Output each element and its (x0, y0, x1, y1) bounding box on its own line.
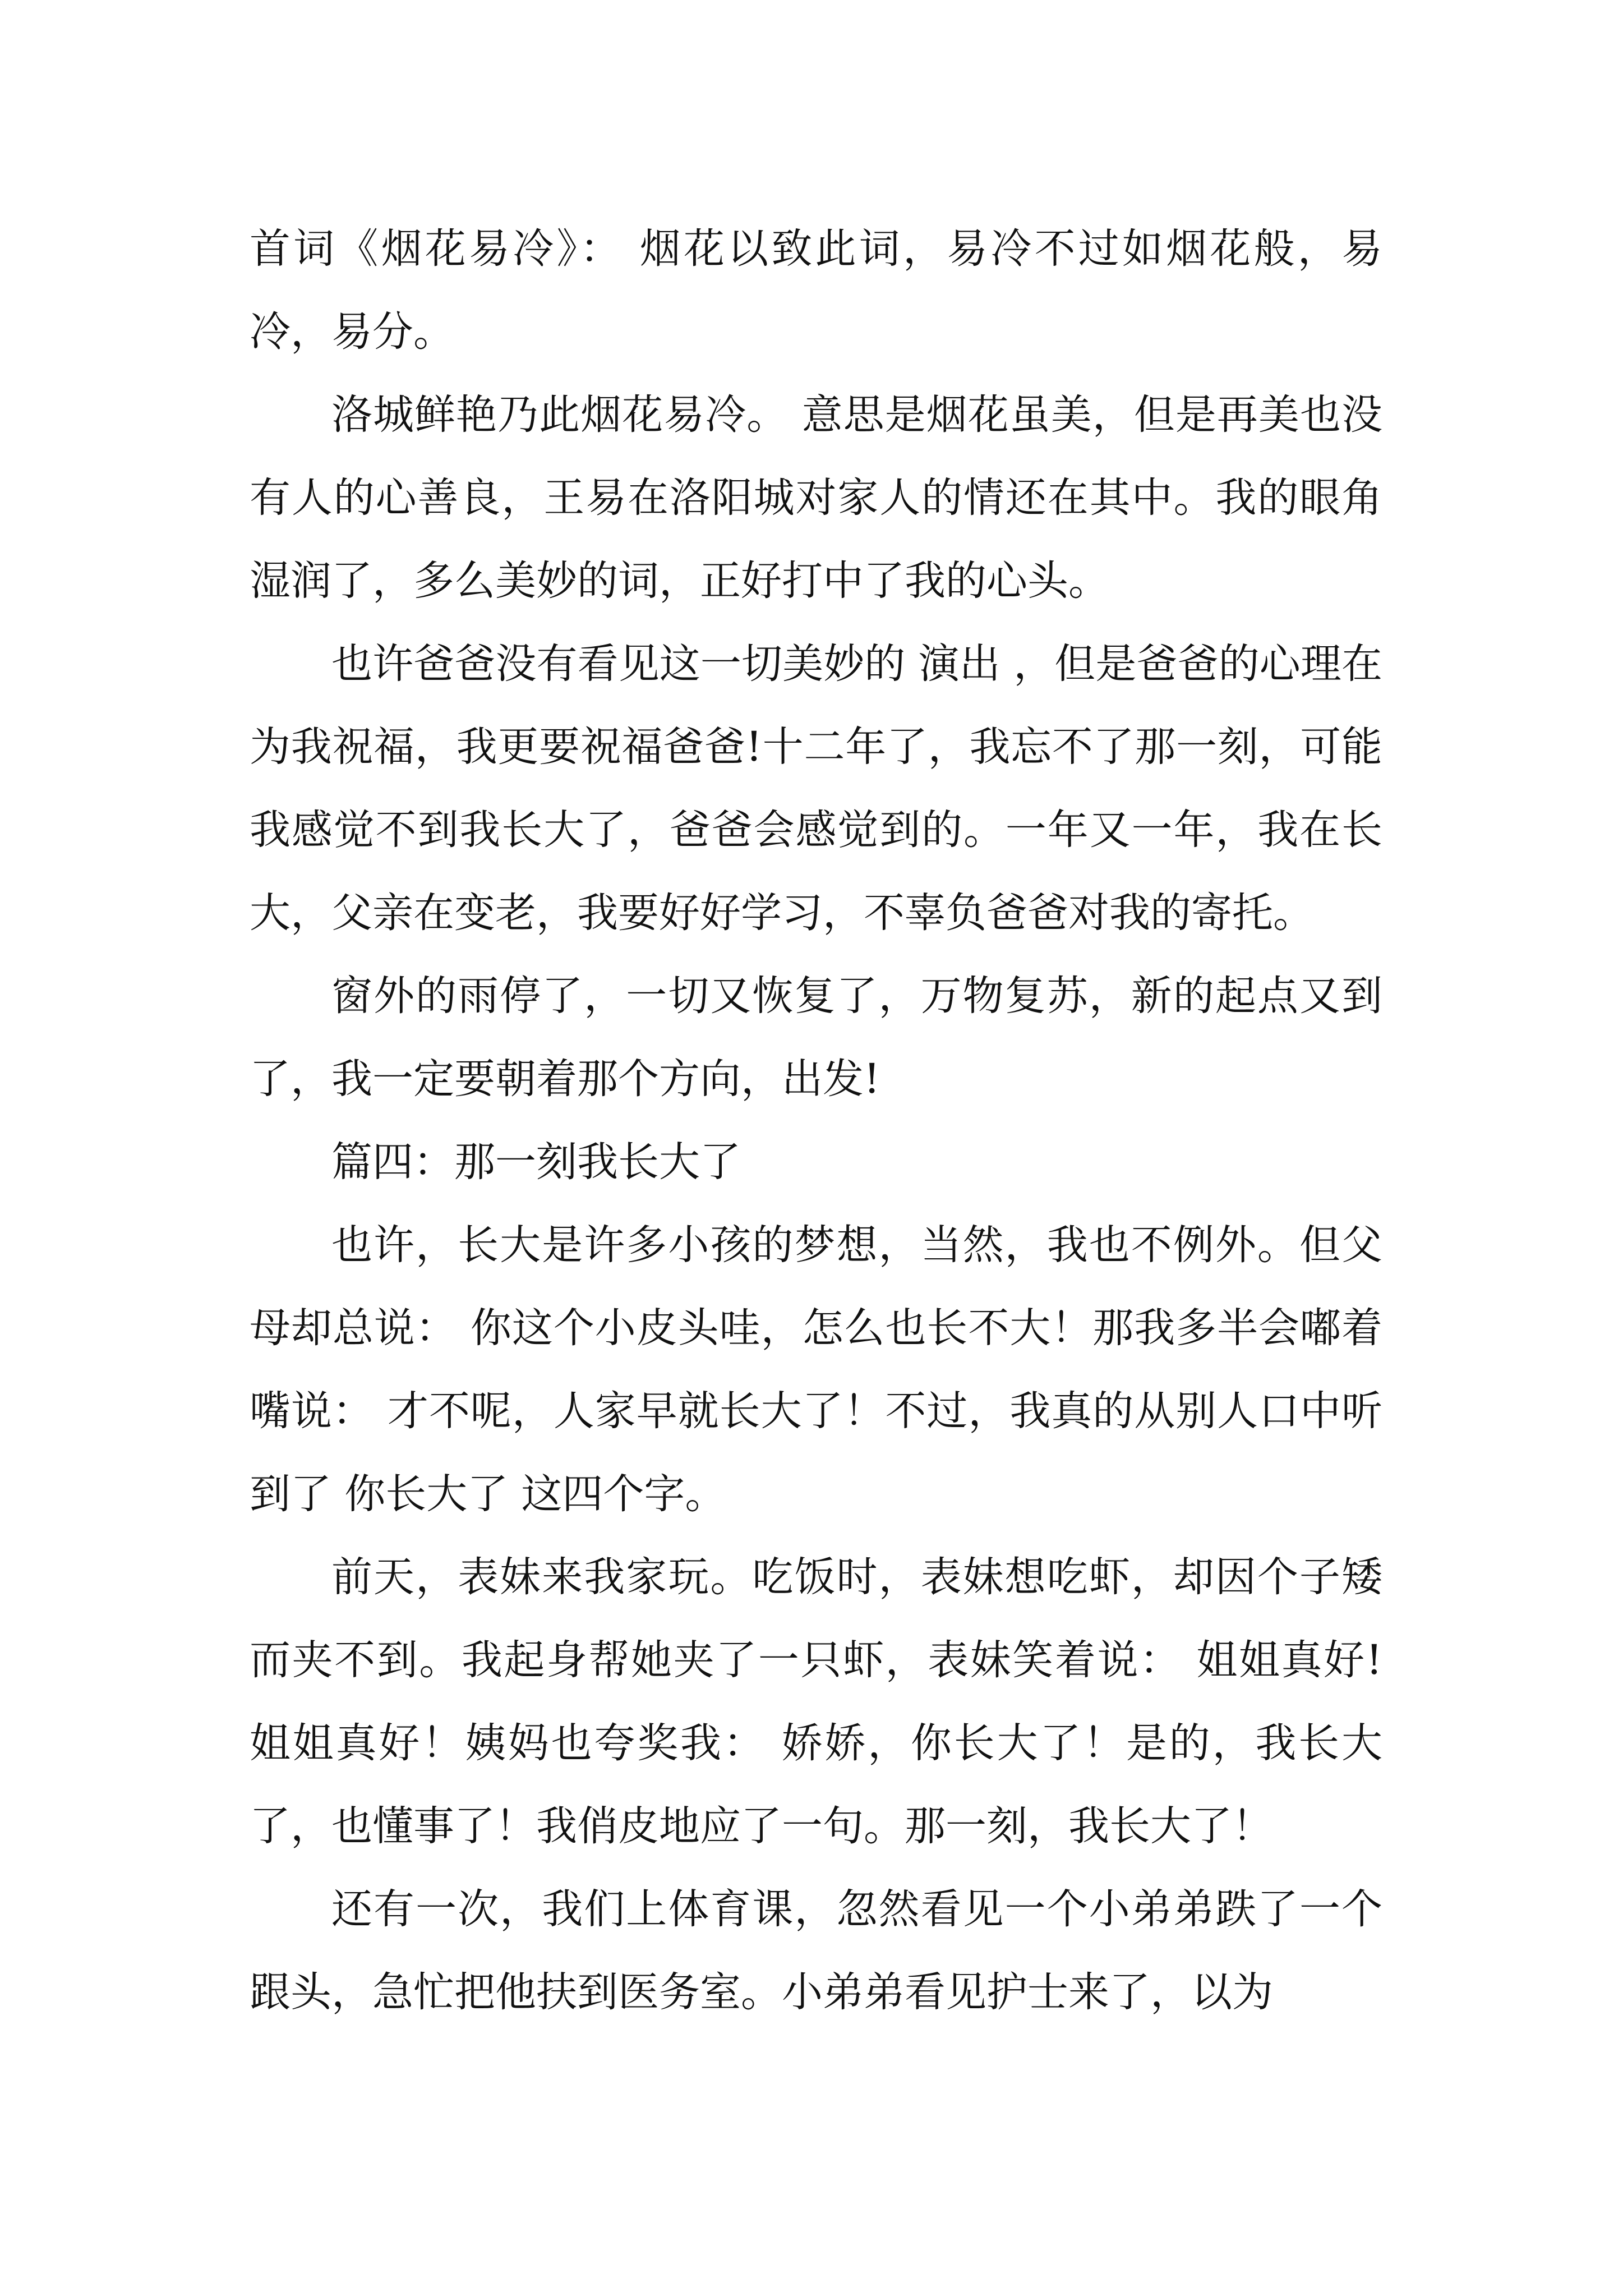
paragraph-7: 还有一次，我们上体育课，忽然看见一个小弟弟跌了一个跟头，急忙把他扶到医务室。小弟弟看见护士来了，以为 (250, 1885, 1382, 2016)
paragraph-4: 窗外的雨停了，一切又恢复了，万物复苏，新的起点又到了，我一定要朝着那个方向，出发! (250, 972, 1382, 1103)
paragraph-6: 前天，表妹来我家玩。吃饭时，表妹想吃虾，却因个子矮而夹不到。我起身帮她夹了一只虾，表妹笑着说： 姐姐真好!姐姐真好！姨妈也夸奖我： 娇娇，你长大了！是的，我长大了，也懂事了！我俏皮地应了一句。那一刻，我长大了！ (250, 1553, 1382, 1850)
paragraph-5: 也许，长大是许多小孩的梦想，当然，我也不例外。但父母却总说： 你这个小皮头哇，怎么也长不大！那我多半会嘟着嘴说： 才不呢，人家早就长大了！不过，我真的从别人口中听到了 你长大了 这四个字。 (250, 1221, 1382, 1518)
section-heading: 篇四：那一刻我长大了 (331, 1138, 741, 1186)
document-page (250, 208, 1382, 2034)
paragraph-1: 首词《烟花易冷》： 烟花以致此词，易冷不过如烟花般，易冷，易分。 (250, 225, 1382, 356)
paragraph-2: 洛城鲜艳乃此烟花易冷。 意思是烟花虽美，但是再美也没有人的心善良，王易在洛阳城对家人的情还在其中。我的眼角湿润了，多么美妙的词，正好打中了我的心头。 (250, 391, 1382, 605)
paragraph-3: 也许爸爸没有看见这一切美妙的 演出 ，但是爸爸的心理在为我祝福，我更要祝福爸爸!十二年了，我忘不了那一刻，可能我感觉不到我长大了，爸爸会感觉到的。一年又一年，我在长大，父亲在变老，我要好好学习，不辜负爸爸对我的寄托。 (250, 640, 1382, 937)
